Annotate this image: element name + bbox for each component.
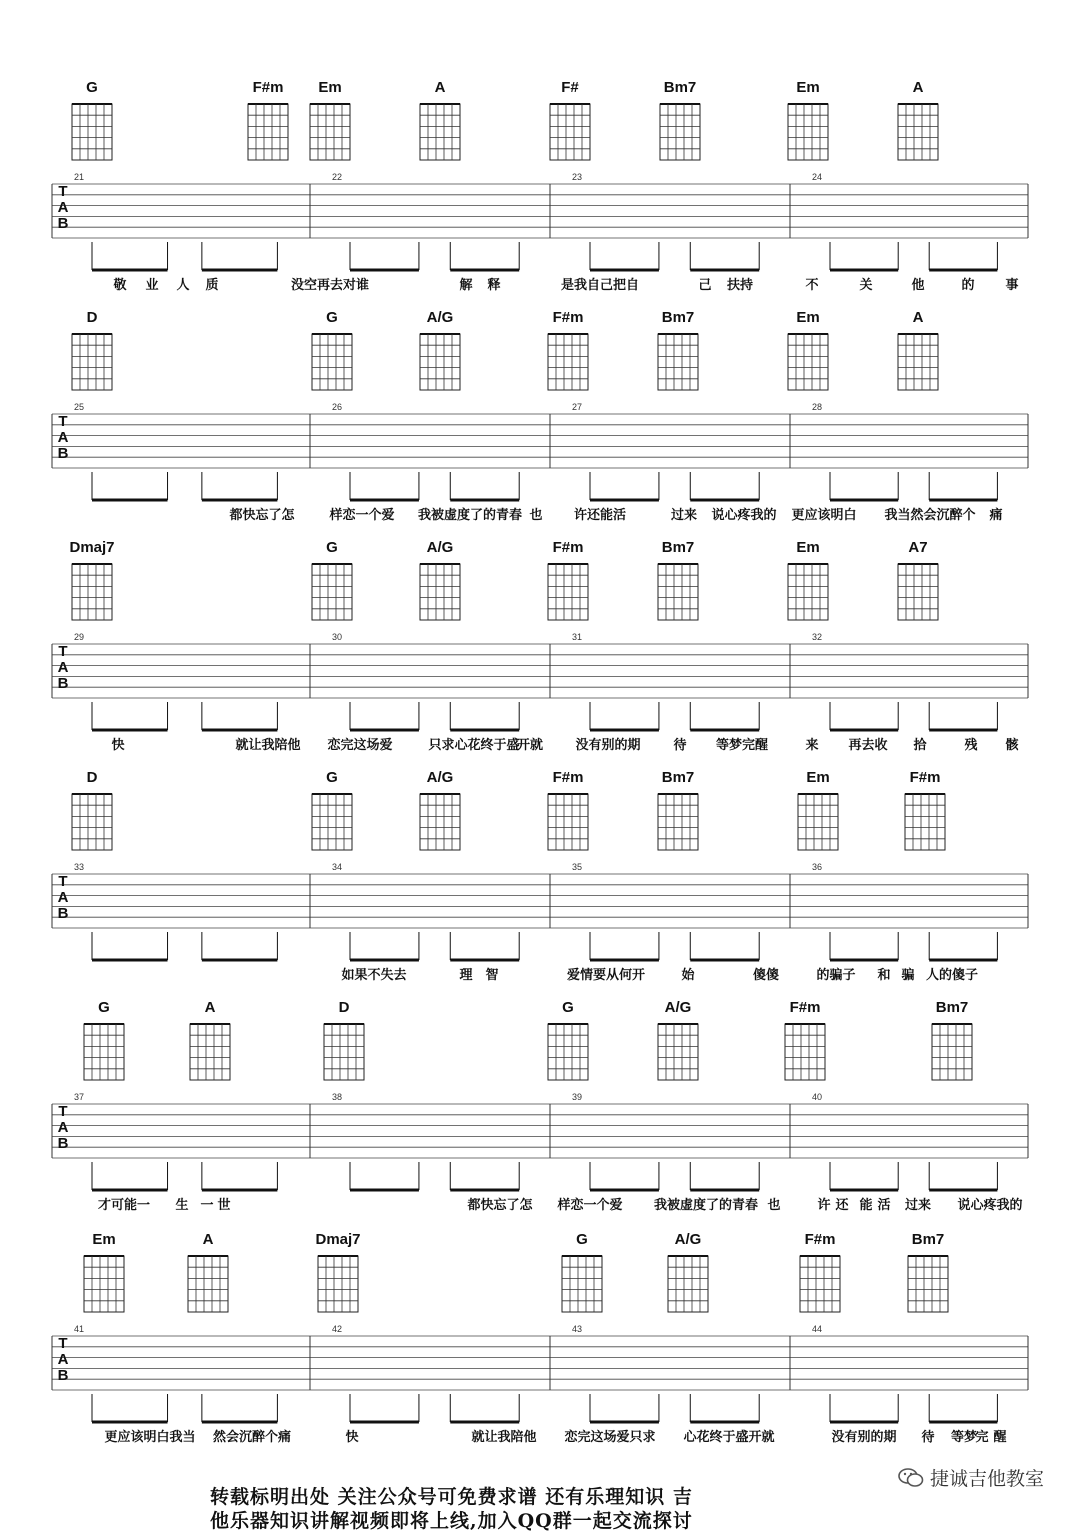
- lyric-text: 爱情要从何开: [566, 968, 646, 983]
- chord-diagram: [312, 539, 352, 620]
- tab-staff: [52, 1092, 1028, 1190]
- chord-name: Bm7: [661, 309, 695, 326]
- chord-name: G: [326, 309, 338, 326]
- chord-name: F#m: [252, 79, 284, 96]
- chord-diagram: [315, 1231, 360, 1312]
- lyric-text: 生: [175, 1198, 189, 1213]
- chord-name: A: [912, 79, 924, 96]
- lyric-text: 人的傻子: [925, 968, 979, 983]
- lyric-text: 然会沉醉个痛: [212, 1430, 292, 1445]
- lyric-text: 等梦: [950, 1430, 978, 1445]
- chord-name: A/G: [426, 769, 454, 786]
- chord-name: G: [98, 999, 110, 1016]
- chord-name: Bm7: [911, 1231, 945, 1248]
- chord-name: A/G: [664, 999, 692, 1016]
- chord-name: A/G: [426, 539, 454, 556]
- tab-clef-letter: B: [57, 905, 69, 922]
- chord-diagram: [905, 769, 945, 850]
- chord-diagram: [658, 539, 698, 620]
- lyric-text: 敬: [113, 278, 127, 293]
- footer-line-1: 转载标明出处 关注公众号可免费求谱 还有乐理知识 吉: [210, 1486, 693, 1508]
- lyric-text: 一: [200, 1198, 214, 1213]
- lyric-text: 是我自己把自: [560, 278, 640, 293]
- lyric-text: 事: [1005, 278, 1019, 293]
- chord-diagram: [898, 79, 938, 160]
- chord-name: F#: [561, 79, 579, 96]
- measure-number: 33: [74, 862, 85, 872]
- lyric-text: 恋完这场爱: [327, 738, 393, 753]
- lyric-text: 傻傻: [752, 968, 780, 983]
- chord-name: G: [86, 79, 98, 96]
- chord-diagram: [785, 999, 825, 1080]
- lyric-text: 样恋一个爱: [329, 508, 395, 523]
- measure-number: 29: [74, 632, 85, 642]
- chord-diagram: [548, 539, 588, 620]
- lyric-text: 更应该明白: [791, 508, 857, 523]
- chord-diagram: [72, 79, 112, 160]
- brand-name: 捷诚吉他教室: [929, 1468, 1044, 1490]
- measure-number: 21: [74, 172, 85, 182]
- chord-name: F#m: [909, 769, 941, 786]
- chord-name: A: [434, 79, 446, 96]
- tab-staff: [52, 862, 1028, 960]
- lyric-text: 骗: [901, 968, 915, 983]
- lyric-text: 能: [859, 1198, 873, 1213]
- chord-diagram: [550, 79, 590, 160]
- lyric-text: 世: [217, 1198, 231, 1213]
- tab-clef-letter: T: [58, 873, 68, 890]
- lyric-text: 还: [835, 1198, 849, 1213]
- lyric-text: 拾: [913, 738, 927, 753]
- chord-name: G: [326, 769, 338, 786]
- chord-diagram: [658, 769, 698, 850]
- chord-diagram: [84, 1231, 124, 1312]
- lyric-text: 智: [485, 968, 499, 983]
- chord-name: Bm7: [935, 999, 969, 1016]
- measure-number: 41: [74, 1324, 85, 1334]
- lyric-text: 也: [767, 1198, 781, 1213]
- lyric-text: 说心疼我的: [957, 1198, 1023, 1213]
- chord-diagram: [420, 79, 460, 160]
- lyric-text: 待: [921, 1430, 935, 1445]
- measure-number: 40: [812, 1092, 823, 1102]
- lyric-text: 活: [877, 1198, 891, 1213]
- lyric-text: 等梦完醒: [715, 738, 769, 753]
- lyric-text: 说心疼我的: [711, 508, 777, 523]
- chord-diagram: [312, 309, 352, 390]
- chord-name: D: [86, 769, 98, 786]
- chord-diagram: [190, 999, 230, 1080]
- tab-system: [52, 539, 1028, 753]
- tab-system: [52, 309, 1028, 523]
- chord-name: F#m: [552, 769, 584, 786]
- chord-name: Dmaj7: [315, 1231, 361, 1248]
- lyric-text: 质: [205, 278, 219, 293]
- measure-number: 27: [572, 402, 583, 412]
- lyric-text: 扶持: [726, 278, 754, 293]
- tab-system: [52, 79, 1028, 293]
- measure-number: 34: [332, 862, 343, 872]
- chord-name: A/G: [674, 1231, 702, 1248]
- lyric-text: 更应该明白我当: [104, 1430, 196, 1445]
- tab-system: [52, 1231, 1028, 1445]
- lyric-text: 如果不失去: [341, 968, 407, 983]
- chord-diagram: [798, 769, 838, 850]
- chord-diagram: [932, 999, 972, 1080]
- lyric-text: 我当然会沉醉个: [884, 508, 976, 523]
- lyric-text: 骸: [1005, 738, 1019, 753]
- chord-name: A/G: [426, 309, 454, 326]
- wechat-icon: [898, 1468, 924, 1488]
- lyric-text: 的: [961, 278, 975, 293]
- lyric-text: 才可能一: [97, 1198, 151, 1213]
- chord-diagram: [420, 539, 460, 620]
- chord-diagram: [420, 769, 460, 850]
- lyric-text: 释: [487, 278, 501, 293]
- tab-clef-letter: A: [57, 1351, 69, 1368]
- chord-name: F#m: [552, 309, 584, 326]
- chord-name: A: [202, 1231, 214, 1248]
- chord-diagram: [658, 999, 698, 1080]
- lyric-text: 只求心花终于盛: [428, 738, 520, 753]
- lyric-text: 我被虚度了的青春: [653, 1198, 759, 1213]
- chord-name: G: [576, 1231, 588, 1248]
- lyric-text: 都快忘了怎: [467, 1198, 533, 1213]
- measure-number: 28: [812, 402, 823, 412]
- footer-line-2: 他乐器知识讲解视频即将上线,加入QQ群一起交流探讨: [210, 1510, 693, 1532]
- lyric-text: 过来: [904, 1198, 932, 1213]
- chord-name: Dmaj7: [69, 539, 115, 556]
- tab-staff: [52, 402, 1028, 500]
- lyric-text: 业: [145, 278, 159, 293]
- lyric-text: 恋完这场爱只求: [564, 1430, 656, 1445]
- chord-diagram: [908, 1231, 948, 1312]
- measure-number: 36: [812, 862, 823, 872]
- measure-number: 30: [332, 632, 343, 642]
- chord-diagram: [69, 539, 114, 620]
- measure-number: 39: [572, 1092, 583, 1102]
- chord-diagram: [548, 309, 588, 390]
- lyric-text: 就让我陪他: [235, 738, 301, 753]
- chord-name: Em: [92, 1231, 116, 1248]
- lyric-text: 许还能活: [573, 508, 627, 523]
- measure-number: 31: [572, 632, 583, 642]
- chord-diagram: [324, 999, 364, 1080]
- lyric-text: 过来: [670, 508, 698, 523]
- measure-number: 25: [74, 402, 85, 412]
- measure-number: 43: [572, 1324, 583, 1334]
- measure-number: 22: [332, 172, 343, 182]
- chord-name: Bm7: [661, 539, 695, 556]
- chord-name: D: [86, 309, 98, 326]
- chord-diagram: [310, 79, 350, 160]
- chord-name: F#m: [552, 539, 584, 556]
- tab-clef-letter: A: [57, 429, 69, 446]
- tab-clef-letter: B: [57, 1367, 69, 1384]
- chord-name: Bm7: [663, 79, 697, 96]
- lyric-text: 不: [805, 278, 819, 293]
- chord-name: Em: [806, 769, 830, 786]
- lyric-text: 都快忘了怎: [229, 508, 295, 523]
- measure-number: 35: [572, 862, 583, 872]
- measure-number: 26: [332, 402, 343, 412]
- tab-clef-letter: T: [58, 413, 68, 430]
- measure-number: 42: [332, 1324, 343, 1334]
- lyric-text: 的骗子: [816, 968, 856, 983]
- chord-name: F#m: [804, 1231, 836, 1248]
- chord-name: G: [326, 539, 338, 556]
- chord-diagram: [562, 1231, 602, 1312]
- chord-name: G: [562, 999, 574, 1016]
- tab-clef-letter: T: [58, 1335, 68, 1352]
- tab-clef-letter: A: [57, 1119, 69, 1136]
- chord-name: A7: [908, 539, 928, 556]
- lyric-text: 残: [964, 738, 978, 753]
- tab-clef-letter: A: [57, 659, 69, 676]
- lyric-text: 关: [859, 278, 873, 293]
- lyric-text: 没空再去对谁: [290, 278, 370, 293]
- chord-diagram: [788, 79, 828, 160]
- chord-name: Em: [796, 539, 820, 556]
- lyric-text: 没有别的期: [831, 1430, 897, 1445]
- chord-diagram: [84, 999, 124, 1080]
- chord-diagram: [188, 1231, 228, 1312]
- lyric-text: 待: [673, 738, 687, 753]
- measure-number: 24: [812, 172, 823, 182]
- chord-name: A: [912, 309, 924, 326]
- chord-diagram: [660, 79, 700, 160]
- chord-diagram: [898, 539, 938, 620]
- measure-number: 37: [74, 1092, 85, 1102]
- chord-name: A: [204, 999, 216, 1016]
- chord-diagram: [72, 769, 112, 850]
- chord-diagram: [548, 769, 588, 850]
- tab-clef-letter: T: [58, 643, 68, 660]
- chord-diagram: [312, 769, 352, 850]
- tab-clef-letter: B: [57, 1135, 69, 1152]
- lyric-text: 开就: [516, 738, 544, 753]
- chord-diagram: [788, 539, 828, 620]
- chord-name: D: [338, 999, 350, 1016]
- chord-diagram: [420, 309, 460, 390]
- chord-diagram: [658, 309, 698, 390]
- chord-name: F#m: [789, 999, 821, 1016]
- measure-number: 23: [572, 172, 583, 182]
- chord-name: Bm7: [661, 769, 695, 786]
- chord-diagram: [898, 309, 938, 390]
- tab-staff: [52, 632, 1028, 730]
- tab-staff: [52, 1324, 1028, 1422]
- tab-clef-letter: A: [57, 889, 69, 906]
- lyric-text: 许: [817, 1198, 831, 1213]
- lyric-text: 己: [698, 278, 712, 293]
- lyric-text: 解: [459, 278, 473, 293]
- measure-number: 44: [812, 1324, 823, 1334]
- lyric-text: 快: [345, 1430, 359, 1445]
- lyric-text: 理: [459, 968, 473, 983]
- measure-number: 38: [332, 1092, 343, 1102]
- tab-staff: [52, 172, 1028, 270]
- chord-name: Em: [796, 309, 820, 326]
- lyric-text: 没有别的期: [575, 738, 641, 753]
- chord-diagram: [668, 1231, 708, 1312]
- tab-clef-letter: B: [57, 215, 69, 232]
- tab-clef-letter: T: [58, 1103, 68, 1120]
- tab-system: [52, 999, 1028, 1213]
- lyric-text: 醒: [993, 1430, 1007, 1445]
- chord-diagram: [72, 309, 112, 390]
- lyric-text: 快: [111, 738, 125, 753]
- tab-clef-letter: A: [57, 199, 69, 216]
- lyric-text: 痛: [989, 508, 1003, 523]
- lyric-text: 样恋一个爱: [557, 1198, 623, 1213]
- lyric-text: 和: [877, 968, 891, 983]
- lyric-text: 人: [176, 278, 190, 293]
- tab-clef-letter: B: [57, 675, 69, 692]
- lyric-text: 他: [911, 278, 925, 293]
- lyric-text: 始: [681, 968, 695, 983]
- chord-diagram: [788, 309, 828, 390]
- chord-name: Em: [318, 79, 342, 96]
- lyric-text: 来: [805, 738, 819, 753]
- tab-clef-letter: B: [57, 445, 69, 462]
- lyric-text: 再去收: [848, 738, 888, 753]
- tab-system: [52, 769, 1028, 983]
- lyric-text: 也: [529, 508, 543, 523]
- lyric-text: 我被虚度了的青春: [417, 508, 523, 523]
- chord-name: Em: [796, 79, 820, 96]
- lyric-text: 心花终于盛开就: [683, 1430, 775, 1445]
- chord-diagram: [800, 1231, 840, 1312]
- brand-watermark: [898, 1464, 1044, 1491]
- lyric-text: 就让我陪他: [471, 1430, 537, 1445]
- chord-diagram: [548, 999, 588, 1080]
- tab-clef-letter: T: [58, 183, 68, 200]
- chord-diagram: [248, 79, 288, 160]
- lyric-text: 完: [975, 1430, 989, 1445]
- measure-number: 32: [812, 632, 823, 642]
